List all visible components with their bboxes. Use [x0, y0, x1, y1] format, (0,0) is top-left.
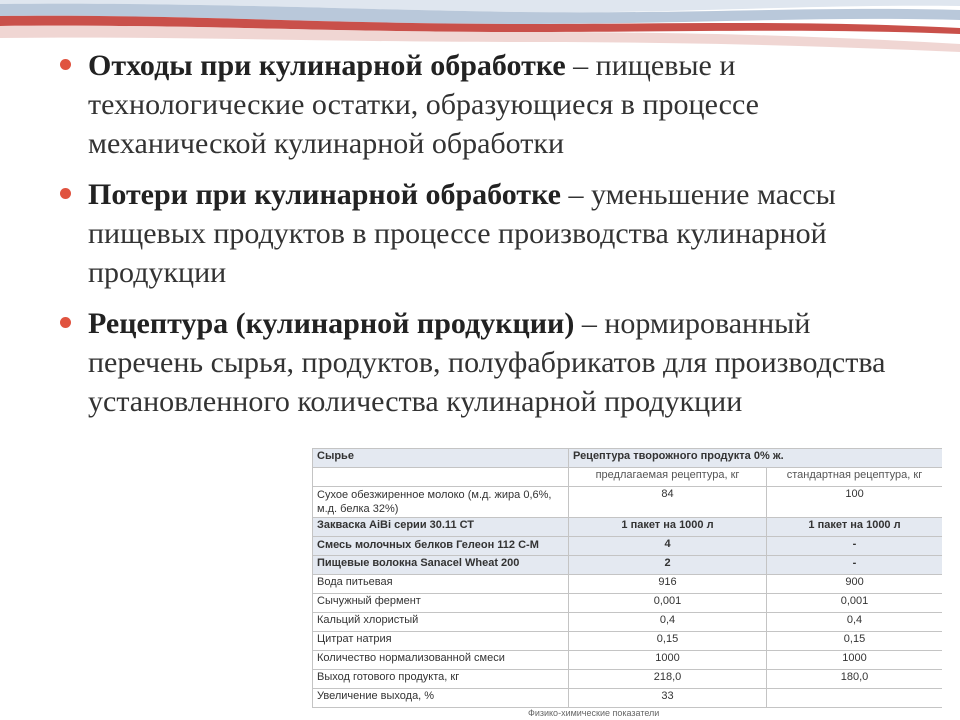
bullet-dot-icon — [60, 59, 71, 70]
row-name: Количество нормализованной смеси — [313, 651, 569, 670]
row-standard-value: 100 — [767, 487, 943, 518]
definition-waste-text: – пищевые и технологические остатки, образующиеся в процессе механической кулинарной обработки — [88, 49, 759, 160]
row-name: Вода питьевая — [313, 575, 569, 594]
row-standard-value: - — [767, 537, 943, 556]
header-blank — [313, 468, 569, 487]
row-proposed-value: 33 — [569, 689, 767, 708]
bullet-dot-icon — [60, 317, 71, 328]
table-row — [313, 670, 943, 689]
term-recipe: Рецептура (кулинарной продукции) — [88, 307, 575, 340]
recipe-table-image — [312, 448, 942, 720]
table-header-row — [313, 468, 943, 487]
row-proposed-value: 84 — [569, 487, 767, 518]
table-title-row — [313, 449, 943, 468]
row-proposed-value: 0,001 — [569, 594, 767, 613]
table-row — [313, 575, 943, 594]
row-standard-value: 0,001 — [767, 594, 943, 613]
table-corner: Сырье — [313, 449, 569, 468]
row-name: Цитрат натрия — [313, 632, 569, 651]
bullet-dot-icon — [60, 188, 71, 199]
header-proposed: предлагаемая рецептура, кг — [569, 468, 767, 487]
row-standard-value: 1000 — [767, 651, 943, 670]
definition-recipe-text: – нормированный перечень сырья, продуктов, полуфабрикатов для производства установленного количества кулинарной продукции — [88, 307, 886, 418]
table-row — [313, 613, 943, 632]
table-row — [313, 537, 943, 556]
definition-waste — [58, 46, 918, 163]
row-name: Сухое обезжиренное молоко (м.д. жира 0,6%, м.д. белка 32%) — [313, 487, 569, 518]
row-name: Увеличение выхода, % — [313, 689, 569, 708]
row-name: Сычужный фермент — [313, 594, 569, 613]
table-title: Рецептура творожного продукта 0% ж. — [569, 449, 943, 468]
recipe-table — [312, 448, 942, 708]
row-standard-value: 0,15 — [767, 632, 943, 651]
term-losses: Потери при кулинарной обработке — [88, 178, 561, 211]
table-row — [313, 632, 943, 651]
row-proposed-value: 1000 — [569, 651, 767, 670]
definition-losses — [58, 175, 918, 292]
term-waste: Отходы при кулинарной обработке — [88, 49, 566, 82]
row-name: Пищевые волокна Sanacel Wheat 200 — [313, 556, 569, 575]
row-name: Закваска AiBi серии 30.11 СТ — [313, 518, 569, 537]
row-standard-value: 900 — [767, 575, 943, 594]
row-name: Кальций хлористый — [313, 613, 569, 632]
row-standard-value: 0,4 — [767, 613, 943, 632]
table-row — [313, 689, 943, 708]
row-proposed-value: 916 — [569, 575, 767, 594]
table-row — [313, 594, 943, 613]
definition-recipe — [58, 304, 918, 421]
definitions-list — [58, 46, 918, 433]
row-proposed-value: 218,0 — [569, 670, 767, 689]
row-standard-value: - — [767, 556, 943, 575]
row-proposed-value: 1 пакет на 1000 л — [569, 518, 767, 537]
row-proposed-value: 4 — [569, 537, 767, 556]
table-row — [313, 518, 943, 537]
row-standard-value: 180,0 — [767, 670, 943, 689]
row-standard-value — [767, 689, 943, 708]
row-proposed-value: 0,15 — [569, 632, 767, 651]
row-standard-value: 1 пакет на 1000 л — [767, 518, 943, 537]
row-proposed-value: 0,4 — [569, 613, 767, 632]
row-name: Смесь молочных белков Гелеон 112 С-М — [313, 537, 569, 556]
row-name: Выход готового продукта, кг — [313, 670, 569, 689]
table-footer-note: Физико-химические показатели — [528, 708, 660, 718]
row-proposed-value: 2 — [569, 556, 767, 575]
table-row — [313, 651, 943, 670]
table-row — [313, 556, 943, 575]
table-row — [313, 487, 943, 518]
header-standard: стандартная рецептура, кг — [767, 468, 943, 487]
definition-losses-text: – уменьшение массы пищевых продуктов в процессе производства кулинарной продукции — [88, 178, 836, 289]
